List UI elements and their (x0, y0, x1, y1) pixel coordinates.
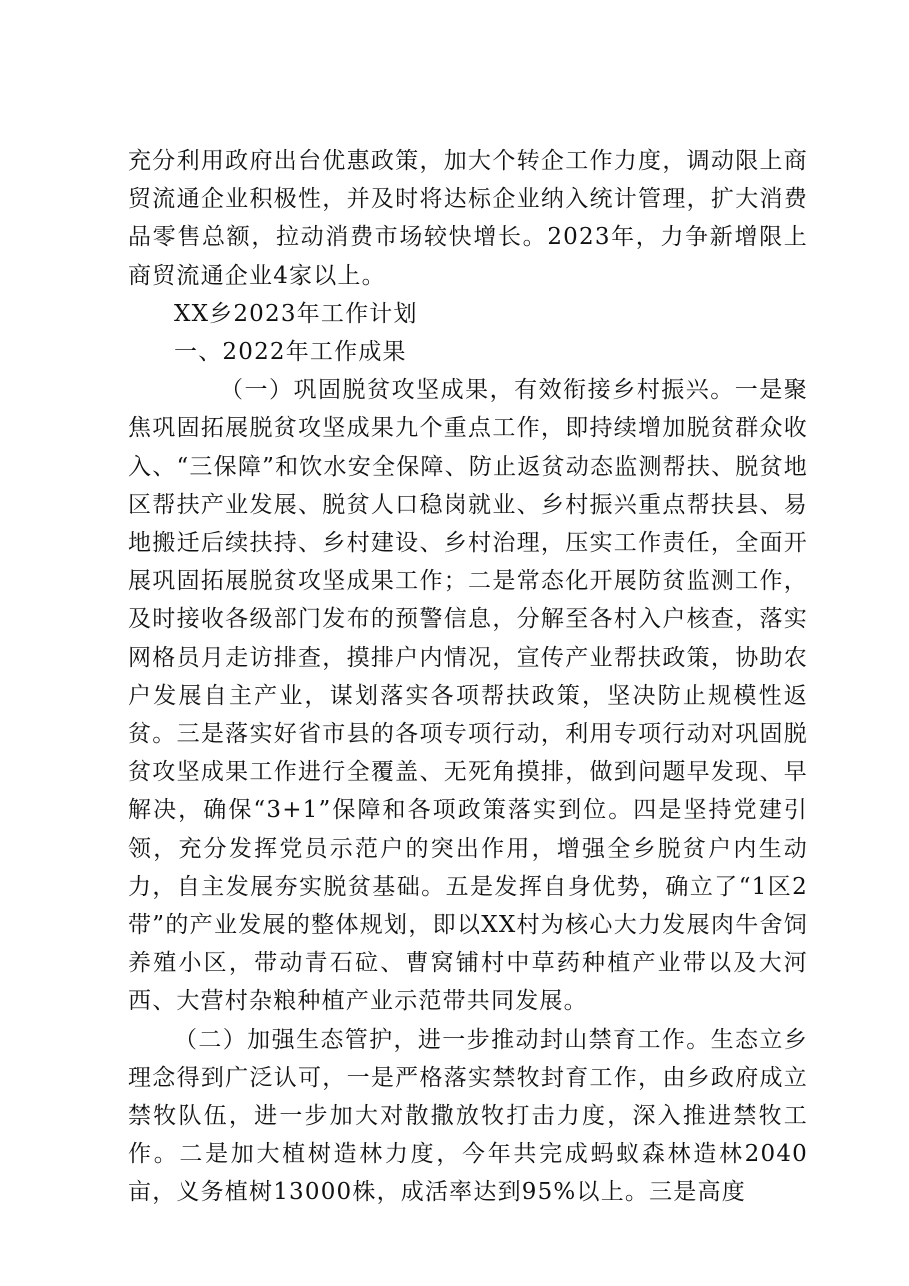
plan-title: XX乡2023年工作计划 (174, 300, 418, 327)
intro-paragraph: 充分利用政府出台优惠政策，加大个转企工作力度，调动限上商贸流通企业积极性，并及时将达标企业纳入统计管理，扩大消费品零售总额，拉动消费市场较快增长。2023年，力争新增限上商贸流通企业4家以上。 (128, 148, 808, 289)
section-heading: 一、2022年工作成果 (174, 339, 407, 366)
document-body (128, 142, 808, 1212)
paragraph-ecological-protection: （二）加强生态管护，进一步推动封山禁育工作。生态立乡理念得到广泛认可，一是严格落实禁牧封育工作，由乡政府成立禁牧队伍，进一步加大对散撒放牧打击力度，深入推进禁牧工作。二是加大植树造林力度，今年共完成蚂蚁森林造林2040亩，义务植树13000株，成活率达到95%以上。三是高度 (128, 1026, 808, 1206)
paragraph-poverty-alleviation: （一）巩固脱贫攻坚成果，有效衔接乡村振兴。一是聚焦巩固拓展脱贫攻坚成果九个重点工作，即持续增加脱贫群众收入、“三保障”和饮水安全保障、防止返贫动态监测帮扶、脱贫地区帮扶产业发展、脱贫人口稳岗就业、乡村振兴重点帮扶县、易地搬迁后续扶持、乡村建设、乡村治理，压实工作责任，全面开展巩固拓展脱贫攻坚成果工作；二是常态化开展防贫监测工作，及时接收各级部门发布的预警信息，分解至各村入户核查，落实网格员月走访排查，摸排户内情况，宣传产业帮扶政策，协助农户发展自主产业，谋划落实各项帮扶政策，坚决防止规模性返贫。三是落实好省市县的各项专项行动，利用专项行动对巩固脱贫攻坚成果工作进行全覆盖、无死角摸排，做到问题早发现、早解决，确保“3+1”保障和各项政策落实到位。四是坚持党建引领，充分发挥党员示范户的突出作用，增强全乡脱贫户内生动力，自主发展夯实脱贫基础。五是发挥自身优势，确立了“1区2带”的产业发展的整体规划，即以XX村为核心大力发展肉牛舍饲养殖小区，带动青石砬、曹窝铺村中草药种植产业带以及大河西、大营村杂粮种植产业示范带共同发展。 (128, 377, 808, 1015)
